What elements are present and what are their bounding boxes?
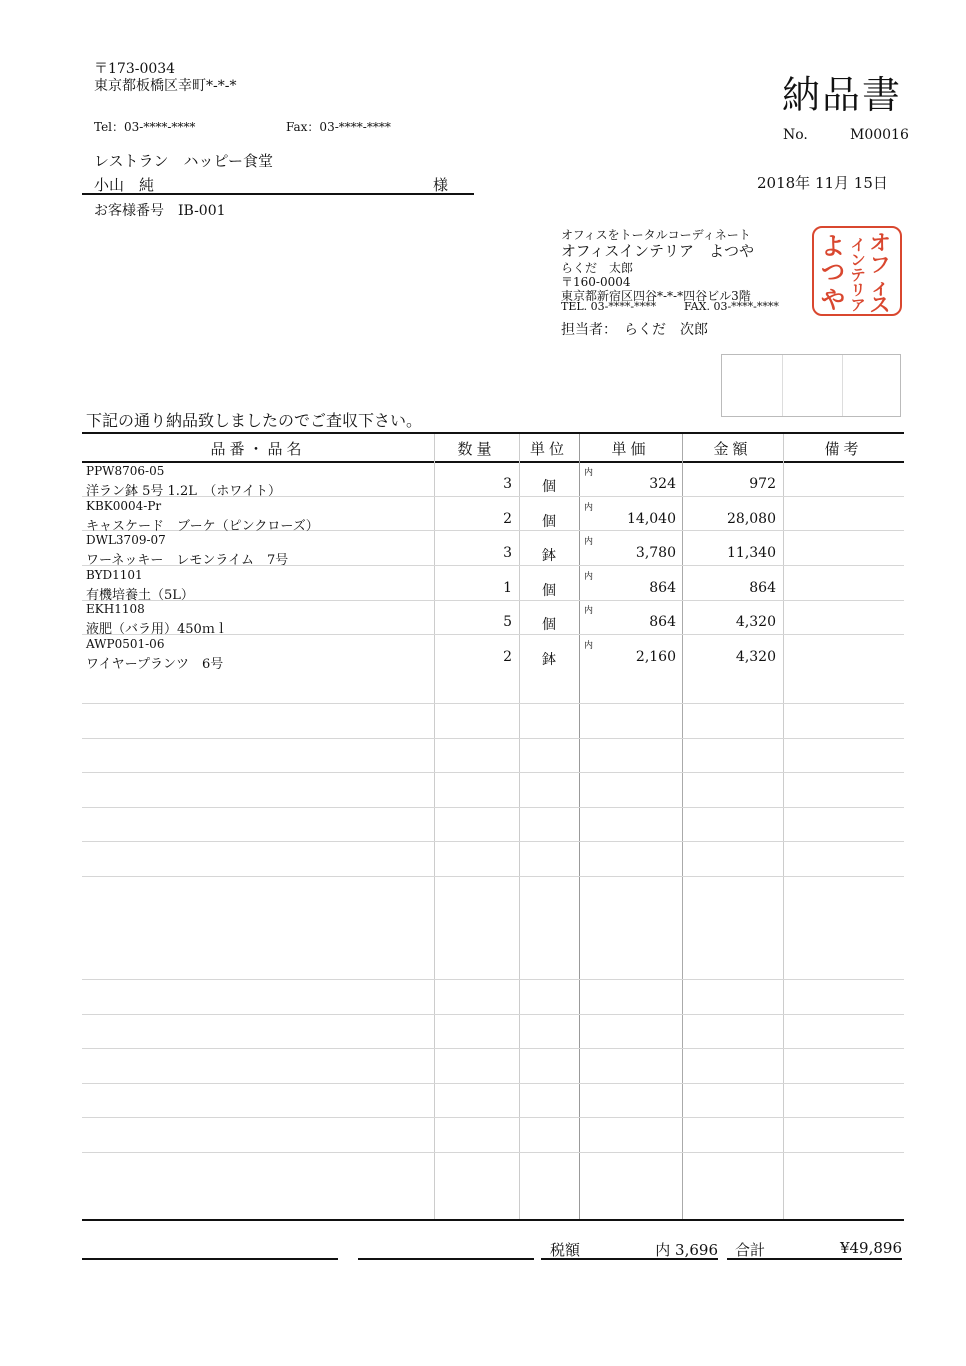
row-name: 液肥（バラ用）450ｍｌ	[86, 622, 228, 637]
svg-text:ィ: ィ	[869, 275, 891, 299]
blank-line-1	[82, 1258, 338, 1260]
svg-text:リ: リ	[850, 281, 866, 299]
company-seal-stamp	[812, 226, 902, 316]
header-note: 備考	[824, 440, 863, 458]
sender-tel: Tel：03-****-****	[94, 120, 196, 134]
row-code: DWL3709-07	[86, 533, 166, 547]
blank-line-2	[358, 1258, 534, 1260]
tax-label: 税額	[550, 1241, 581, 1259]
row-name: 有機培養土（5L）	[86, 588, 194, 603]
svg-text:ス: ス	[869, 293, 891, 314]
row-amount: 4,320	[735, 649, 776, 665]
document-title: 納品書	[782, 73, 903, 117]
total-underline	[727, 1258, 902, 1260]
row-qty: 2	[503, 649, 512, 665]
row-tax-flag: 内	[584, 572, 594, 582]
doc-number-label: No.	[783, 127, 808, 143]
row-qty: 3	[503, 545, 512, 561]
row-price: 3,780	[635, 545, 676, 561]
row-unit: 鉢	[542, 548, 556, 564]
sender-fax: Fax：03-****-****	[286, 120, 391, 134]
row-qty: 1	[503, 580, 512, 596]
svg-text:ン: ン	[850, 251, 866, 269]
svg-text:つ: つ	[821, 258, 845, 286]
row-qty: 5	[503, 614, 512, 630]
vendor-tel: TEL. 03-****-****	[561, 300, 657, 313]
row-code: EKH1108	[86, 602, 145, 616]
vendor-tagline: オフィスをトータルコーディネート	[561, 228, 751, 242]
svg-text:オ: オ	[869, 231, 891, 255]
customer-number: お客様番号 IB-001	[94, 203, 226, 219]
sender-address: 東京都板橋区幸町*-*-*	[94, 78, 237, 94]
row-unit: 個	[542, 583, 556, 599]
row-price: 324	[649, 476, 676, 492]
header-qty: 数量	[457, 440, 496, 458]
svg-text:フ: フ	[869, 253, 891, 277]
row-amount: 28,080	[727, 511, 776, 527]
row-price: 864	[649, 614, 676, 630]
row-amount: 11,340	[727, 545, 776, 561]
doc-number: M00016	[850, 127, 909, 143]
row-tax-flag: 内	[584, 641, 594, 651]
row-name: ワイヤープランツ 6号	[86, 657, 224, 672]
approval-stamp-box	[721, 354, 901, 417]
row-tax-flag: 内	[584, 606, 594, 616]
total-value: ¥49,896	[839, 1239, 902, 1257]
row-tax-flag: 内	[584, 468, 594, 478]
vendor-fax: FAX. 03-****-****	[684, 300, 779, 313]
header-price: 単価	[611, 440, 650, 458]
seal-lettering-icon	[814, 228, 900, 314]
customer-underline	[82, 193, 474, 195]
intro-text: 下記の通り納品致しましたのでご査収下さい。	[86, 411, 423, 430]
row-amount: 4,320	[735, 614, 776, 630]
row-price: 2,160	[635, 649, 676, 665]
vendor-name: オフィスインテリア よつや	[561, 242, 755, 260]
row-unit: 鉢	[542, 652, 556, 668]
row-name: ワーネッキー レモンライム 7号	[86, 553, 289, 568]
svg-text:ア: ア	[850, 296, 866, 314]
row-name: キャスケード ブーケ（ピンクローズ）	[86, 519, 319, 534]
row-code: BYD1101	[86, 568, 143, 582]
vendor-rep: らくだ 太郎	[561, 261, 634, 275]
sender-postal: 〒173-0034	[94, 61, 176, 77]
header-amount: 金額	[713, 440, 752, 458]
row-code: PPW8706-05	[86, 464, 165, 478]
customer-company: レストラン ハッピー食堂	[94, 152, 273, 170]
svg-text:イ: イ	[850, 236, 866, 254]
row-qty: 3	[503, 476, 512, 492]
tax-value: 内 3,696	[655, 1241, 718, 1259]
row-tax-flag: 内	[584, 537, 594, 547]
total-label: 合計	[735, 1241, 766, 1259]
vendor-postal: 〒160-0004	[561, 275, 631, 289]
vendor-address: 東京都新宿区四谷*-*-*四谷ビル3階	[561, 289, 751, 303]
issue-date: 2018年 11月 15日	[757, 174, 888, 192]
header-item: 品番・品名	[210, 440, 306, 458]
row-unit: 個	[542, 479, 556, 495]
row-name: 洋ラン鉢 5号 1.2L （ホワイト）	[86, 484, 281, 499]
row-unit: 個	[542, 514, 556, 530]
staff-name: 担当者： らくだ 次郎	[561, 322, 708, 338]
row-tax-flag: 内	[584, 503, 594, 513]
customer-person: 小山 純	[94, 176, 155, 194]
row-amount: 972	[749, 476, 776, 492]
svg-text:よ: よ	[821, 232, 845, 260]
row-code: AWP0501-06	[86, 637, 165, 651]
header-unit: 単位	[529, 440, 568, 458]
svg-text:や: や	[821, 286, 845, 314]
svg-text:テ: テ	[850, 266, 866, 284]
row-unit: 個	[542, 617, 556, 633]
row-qty: 2	[503, 511, 512, 527]
row-price: 864	[649, 580, 676, 596]
row-price: 14,040	[627, 511, 676, 527]
row-code: KBK0004-Pr	[86, 499, 162, 513]
tax-underline	[541, 1258, 718, 1260]
row-amount: 864	[749, 580, 776, 596]
customer-honorific: 様	[433, 176, 449, 194]
